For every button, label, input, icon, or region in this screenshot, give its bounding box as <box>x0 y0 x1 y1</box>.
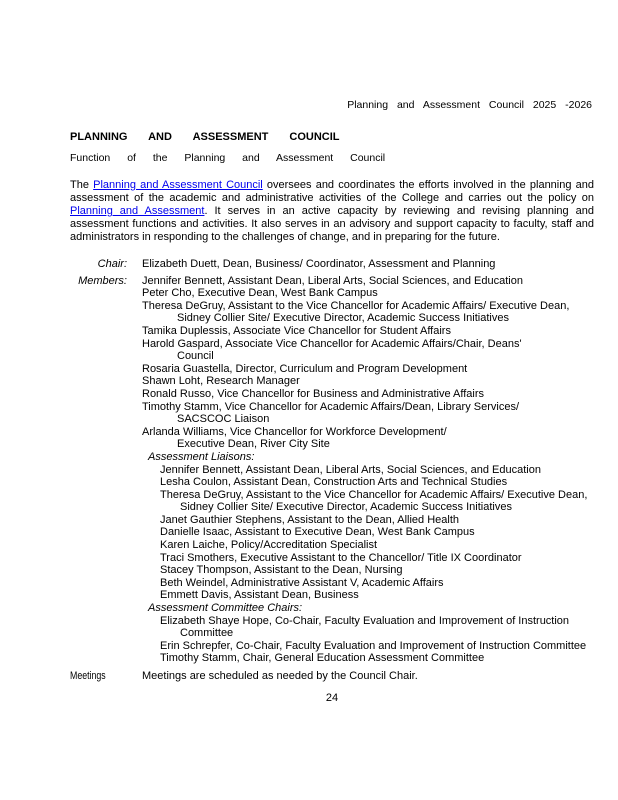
roster-section-heading: Assessment Liaisons: <box>148 450 255 463</box>
meetings-label-text: Meetings <box>70 670 106 682</box>
roster-line: Committee <box>180 627 234 640</box>
page-subtitle: Function of the Planning and Assessment Council <box>70 152 386 164</box>
roster-line: Theresa DeGruy, Assistant to the Vice Chancellor for Academic Affairs/ Executive Dean, <box>160 488 588 501</box>
roster-line: Beth Weindel, Administrative Assistant V, Academic Affairs <box>160 576 444 589</box>
intro-paragraph <box>70 179 594 244</box>
chair-row <box>70 258 600 271</box>
roster-line: Theresa DeGruy, Assistant to the Vice Chancellor for Academic Affairs/ Executive Dean, <box>142 299 570 312</box>
roster-line: Stacey Thompson, Assistant to the Dean, Nursing <box>160 564 403 577</box>
roster-line: Janet Gauthier Stephens, Assistant to the Dean, Allied Health <box>160 513 460 526</box>
members-row <box>70 275 600 665</box>
roster-line: Timothy Stamm, Chair, General Education Assessment Committee <box>160 652 485 665</box>
roster-line: SACSCOC Liaison <box>177 413 270 426</box>
roster-line: Arlanda Williams, Vice Chancellor for Workforce Development/ <box>142 425 447 438</box>
roster-line: Emmett Davis, Assistant Dean, Business <box>160 589 359 602</box>
roster-line: Sidney Collier Site/ Executive Director, Academic Success Initiatives <box>177 312 509 325</box>
roster <box>70 258 600 665</box>
meetings-label <box>70 670 127 682</box>
members-list <box>142 275 600 665</box>
members-label: Members: <box>78 274 127 287</box>
roster-line: Danielle Isaac, Assistant to Executive Dean, West Bank Campus <box>160 526 475 539</box>
roster-line: Elizabeth Shaye Hope, Co-Chair, Faculty Evaluation and Improvement of Instruction <box>160 614 570 627</box>
roster-line: Council <box>177 350 214 363</box>
intro-text: . It serves in an active capacity by reviewing and revising planning and assessment functions and activities. It also serves in an advisory and support capacity to faculty, staff and administrators in responding to the challenges of change, and in preparing for the future. <box>70 205 594 243</box>
roster-line: Harold Gaspard, Associate Vice Chancellor for Academic Affairs/Chair, Deans' <box>142 337 522 350</box>
roster-line: Executive Dean, River City Site <box>177 438 330 451</box>
roster-line: Jennifer Bennett, Assistant Dean, Liberal Arts, Social Sciences, and Education <box>160 463 541 476</box>
roster-section-heading: Assessment Committee Chairs: <box>148 602 303 615</box>
roster-line: Sidney Collier Site/ Executive Director, Academic Success Initiatives <box>180 501 512 514</box>
intro-text: The <box>70 179 94 191</box>
planning-and-assessment-council-link[interactable]: Planning and Assessment Council <box>93 179 263 191</box>
roster-line: Rosaria Guastella, Director, Curriculum and Program Development <box>142 362 468 375</box>
roster-line: Traci Smothers, Executive Assistant to the Chancellor/ Title IX Coordinator <box>160 551 522 564</box>
page-title: PLANNING AND ASSESSMENT COUNCIL <box>70 131 340 143</box>
roster-line: Timothy Stamm, Vice Chancellor for Academic Affairs/Dean, Library Services/ <box>142 400 519 413</box>
roster-line: Karen Laiche, Policy/Accreditation Specialist <box>160 539 378 552</box>
intro-text: oversees and coordinates the efforts involved in the planning and assessment of the academic and administrative activities of the College and carries out the policy on <box>70 179 594 204</box>
roster-line: Erin Schrepfer, Co-Chair, Faculty Evaluation and Improvement of Instruction Committee <box>160 639 587 652</box>
chair-label: Chair: <box>97 258 127 270</box>
roster-line: Tamika Duplessis, Associate Vice Chancellor for Student Affairs <box>142 324 451 337</box>
roster-line: Lesha Coulon, Assistant Dean, Construction Arts and Technical Studies <box>160 476 508 489</box>
planning-and-assessment-link[interactable]: Planning and Assessment <box>70 205 205 217</box>
running-header: Planning and Assessment Council 2025 -2026 <box>347 99 592 111</box>
meetings-row <box>70 670 600 682</box>
meetings-text: Meetings are scheduled as needed by the Council Chair. <box>142 670 418 682</box>
roster-line: Peter Cho, Executive Dean, West Bank Campus <box>142 287 378 300</box>
roster-line: Ronald Russo, Vice Chancellor for Business and Administrative Affairs <box>142 387 484 400</box>
page-number: 24 <box>325 692 339 704</box>
chair-value: Elizabeth Duett, Dean, Business/ Coordinator, Assessment and Planning <box>142 258 496 270</box>
roster-line: Shawn Loht, Research Manager <box>142 375 300 388</box>
roster-line: Jennifer Bennett, Assistant Dean, Liberal Arts, Social Sciences, and Education <box>142 274 523 287</box>
